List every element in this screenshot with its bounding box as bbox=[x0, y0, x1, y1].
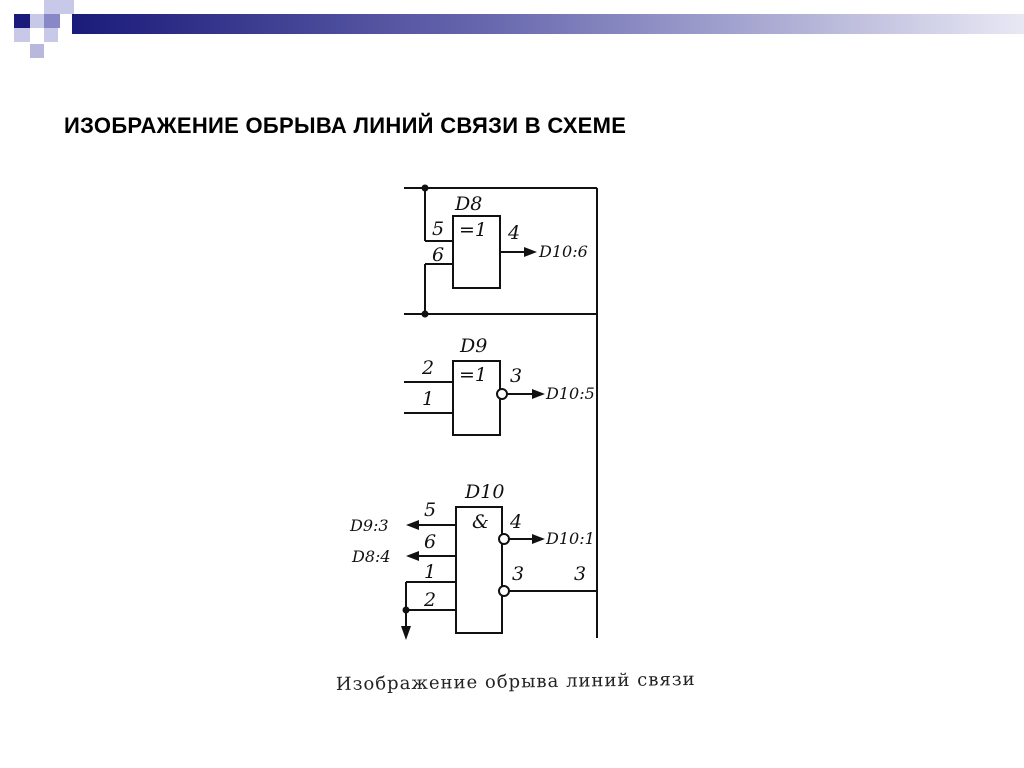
bus-pin-3: 3 bbox=[574, 563, 587, 585]
diagram-caption: Изображение обрыва линий связи bbox=[335, 668, 696, 695]
d10-function: & bbox=[472, 511, 489, 533]
d10-out-ref: D10:1 bbox=[546, 529, 595, 548]
d10-pin-4: 4 bbox=[510, 511, 523, 533]
d10-out4-bubble bbox=[499, 534, 509, 544]
d9-inverter-bubble bbox=[497, 389, 507, 399]
arrow-left-icon bbox=[406, 551, 419, 561]
d10-ref-d9: D9:3 bbox=[350, 516, 389, 535]
d10-ref-d8: D8:4 bbox=[352, 547, 391, 566]
d9-pin-3: 3 bbox=[510, 365, 523, 387]
arrow-right-icon bbox=[532, 389, 545, 399]
d9-pin-1: 1 bbox=[422, 388, 435, 410]
d8-pin-6: 6 bbox=[432, 244, 445, 266]
d8-function: =1 bbox=[459, 219, 488, 241]
d10-pin-2: 2 bbox=[424, 589, 437, 611]
d9-function: =1 bbox=[459, 364, 488, 386]
d10-out3-bubble bbox=[499, 586, 509, 596]
page-title: ИЗОБРАЖЕНИЕ ОБРЫВА ЛИНИЙ СВЯЗИ В СХЕМЕ bbox=[64, 113, 627, 138]
d9-out-ref: D10:5 bbox=[546, 384, 595, 403]
arrow-right-icon bbox=[532, 534, 545, 544]
d10-name: D10 bbox=[465, 481, 505, 503]
d9-name: D9 bbox=[460, 335, 488, 357]
arrow-down-icon bbox=[401, 626, 411, 640]
d8-name: D8 bbox=[455, 193, 483, 215]
junction-dot bbox=[422, 185, 429, 192]
junction-dot bbox=[422, 311, 429, 318]
d10-pin-3: 3 bbox=[512, 563, 525, 585]
arrow-left-icon bbox=[406, 520, 419, 530]
d8-pin-4: 4 bbox=[508, 222, 521, 244]
d8-pin-5: 5 bbox=[432, 218, 445, 240]
d10-pin-5: 5 bbox=[424, 499, 437, 521]
d8-out-ref: D10:6 bbox=[539, 242, 588, 261]
d9-pin-2: 2 bbox=[422, 357, 435, 379]
junction-dot bbox=[403, 607, 410, 614]
arrow-right-icon bbox=[524, 247, 537, 257]
d10-pin-6: 6 bbox=[424, 531, 437, 553]
d10-pin-1: 1 bbox=[424, 561, 437, 583]
